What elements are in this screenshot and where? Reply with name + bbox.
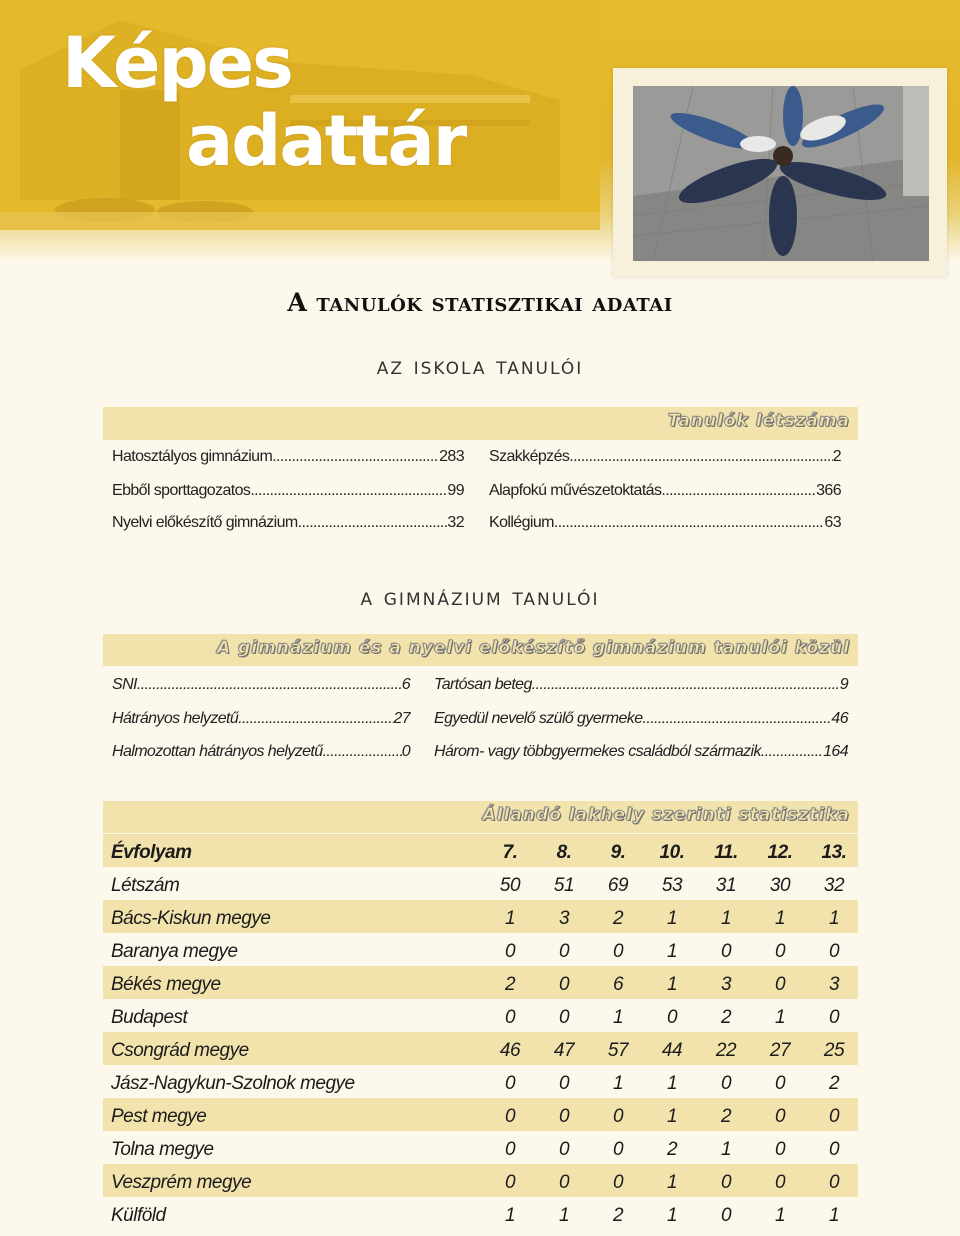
title-line-2: adattár xyxy=(186,100,466,182)
table-cell: 3 xyxy=(828,974,840,995)
item-label: SNI xyxy=(112,676,137,693)
table-cell: 0 xyxy=(828,1139,840,1160)
list-item xyxy=(112,514,464,532)
item-value: 9 xyxy=(839,676,848,693)
table-row xyxy=(103,1032,858,1065)
table-cell: 0 xyxy=(828,1007,840,1028)
table-cell: 2 xyxy=(666,1139,678,1160)
item-label: Szakképzés xyxy=(489,448,570,465)
table-row xyxy=(103,1065,858,1098)
table-cell: 0 xyxy=(558,1139,570,1160)
table-cell: 22 xyxy=(715,1040,737,1061)
table-cell: 1 xyxy=(828,908,840,929)
table-cell: 0 xyxy=(612,1139,624,1160)
item-value: 283 xyxy=(439,448,464,465)
dot-leader xyxy=(238,710,393,728)
table-cell: 2 xyxy=(720,1106,732,1127)
dot-leader xyxy=(532,676,840,694)
table-cell: 0 xyxy=(504,1139,516,1160)
section-heading-school: az iskola tanulói xyxy=(376,352,584,380)
row-label: Évfolyam xyxy=(111,842,192,863)
table-cell: 9. xyxy=(610,842,626,863)
page-title: A tanulók statisztikai adatai xyxy=(287,288,673,317)
table-cell: 0 xyxy=(612,1172,624,1193)
table-cell: 31 xyxy=(715,875,737,896)
table-row xyxy=(103,999,858,1032)
table-cell: 6 xyxy=(612,974,624,995)
table-cell: 0 xyxy=(558,1007,570,1028)
list-item xyxy=(112,482,464,500)
list-item xyxy=(112,743,410,761)
item-label: Három- vagy többgyermekes családból származik xyxy=(434,743,761,760)
item-value: 6 xyxy=(401,676,410,693)
table-cell: 2 xyxy=(504,974,516,995)
table-cell: 12. xyxy=(767,842,793,863)
table-row xyxy=(103,1131,858,1164)
row-label: Bács-Kiskun megye xyxy=(111,908,271,929)
students-star-photo xyxy=(633,86,929,261)
table-cell: 0 xyxy=(612,941,624,962)
table-cell: 11. xyxy=(714,842,738,863)
table-cell: 44 xyxy=(661,1040,683,1061)
item-value: 32 xyxy=(447,514,464,531)
table-cell: 25 xyxy=(823,1040,845,1061)
table-cell: 1 xyxy=(558,1205,570,1226)
item-label: Alapfokú művészetoktatás xyxy=(489,482,662,499)
table-cell: 0 xyxy=(558,1073,570,1094)
table-cell: 32 xyxy=(823,875,845,896)
table-cell: 0 xyxy=(504,1007,516,1028)
table-cell: 50 xyxy=(499,875,521,896)
list-item xyxy=(489,448,841,466)
title-line-1: Képes xyxy=(62,22,292,104)
row-label: Budapest xyxy=(111,1007,188,1028)
table-cell: 1 xyxy=(612,1007,624,1028)
list-item xyxy=(434,676,848,694)
table-cell: 3 xyxy=(558,908,570,929)
table-cell: 2 xyxy=(720,1007,732,1028)
table-cell: 0 xyxy=(720,1073,732,1094)
table-cell: 47 xyxy=(553,1040,575,1061)
table-row xyxy=(103,1098,858,1131)
table-cell: 57 xyxy=(607,1040,629,1061)
table-cell: 0 xyxy=(558,974,570,995)
table-cell: 1 xyxy=(504,1205,516,1226)
dot-leader xyxy=(323,743,402,761)
dot-leader xyxy=(569,448,832,466)
row-label: Tolna megye xyxy=(111,1139,214,1160)
table-cell: 0 xyxy=(612,1106,624,1127)
table-cell: 0 xyxy=(666,1007,678,1028)
table-cell: 53 xyxy=(661,875,683,896)
band-title: Tanulók létszáma xyxy=(667,411,850,431)
table-cell: 0 xyxy=(774,1139,786,1160)
item-value: 63 xyxy=(824,514,841,531)
table-cell: 10. xyxy=(659,842,685,863)
dot-leader xyxy=(250,482,447,500)
list-item xyxy=(434,710,848,728)
table-cell: 0 xyxy=(774,1106,786,1127)
table-cell: 1 xyxy=(774,1007,786,1028)
item-label: Halmozottan hátrányos helyzetű xyxy=(112,743,323,760)
table-cell: 2 xyxy=(612,908,624,929)
band-title: Állandó lakhely szerinti statisztika xyxy=(482,805,850,825)
table-header-row xyxy=(103,834,858,867)
band-residence-stats xyxy=(103,801,858,833)
table-cell: 1 xyxy=(720,908,732,929)
band-gymnasium-students xyxy=(103,634,858,666)
table-cell: 3 xyxy=(720,974,732,995)
row-label: Külföld xyxy=(111,1205,166,1226)
dot-leader xyxy=(661,482,816,500)
table-cell: 1 xyxy=(504,908,516,929)
item-label: Egyedül nevelő szülő gyermeke xyxy=(434,710,643,727)
table-cell: 1 xyxy=(666,1205,678,1226)
table-body xyxy=(103,867,858,1230)
table-cell: 1 xyxy=(774,908,786,929)
table-cell: 8. xyxy=(556,842,572,863)
table-cell: 0 xyxy=(720,941,732,962)
table-cell: 27 xyxy=(769,1040,791,1061)
table-cell: 1 xyxy=(666,908,678,929)
table-cell: 1 xyxy=(774,1205,786,1226)
residence-table xyxy=(103,834,858,1230)
item-value: 27 xyxy=(393,710,410,727)
table-cell: 1 xyxy=(666,1073,678,1094)
item-label: Kollégium xyxy=(489,514,554,531)
table-cell: 1 xyxy=(666,974,678,995)
table-cell: 1 xyxy=(612,1073,624,1094)
band-title: A gimnázium és a nyelvi előkészítő gimnázium tanulói közül xyxy=(217,638,850,658)
table-cell: 0 xyxy=(558,1172,570,1193)
row-label: Létszám xyxy=(111,875,180,896)
list-item xyxy=(112,448,464,466)
table-cell: 1 xyxy=(720,1139,732,1160)
dot-leader xyxy=(761,743,823,761)
item-label: Tartósan beteg xyxy=(434,676,532,693)
table-cell: 51 xyxy=(553,875,575,896)
list-item xyxy=(434,743,848,761)
table-cell: 1 xyxy=(666,1172,678,1193)
table-cell: 1 xyxy=(828,1205,840,1226)
table-cell: 0 xyxy=(774,1172,786,1193)
band-student-count xyxy=(103,407,858,440)
table-cell: 0 xyxy=(558,1106,570,1127)
item-label: Hátrányos helyzetű xyxy=(112,710,239,727)
section-heading-gymnasium: a gimnázium tanulói xyxy=(360,583,600,611)
table-cell: 0 xyxy=(720,1205,732,1226)
table-cell: 0 xyxy=(558,941,570,962)
table-cell: 46 xyxy=(499,1040,521,1061)
row-label: Békés megye xyxy=(111,974,221,995)
row-label: Baranya megye xyxy=(111,941,238,962)
table-cell: 0 xyxy=(774,941,786,962)
item-label: Nyelvi előkészítő gimnázium xyxy=(112,514,298,531)
table-cell: 0 xyxy=(720,1172,732,1193)
table-cell: 0 xyxy=(828,1172,840,1193)
table-cell: 7. xyxy=(502,842,518,863)
table-cell: 2 xyxy=(828,1073,840,1094)
table-cell: 0 xyxy=(504,1073,516,1094)
dot-leader xyxy=(643,710,832,728)
row-label: Veszprém megye xyxy=(111,1172,252,1193)
item-label: Hatosztályos gimnázium xyxy=(112,448,273,465)
dot-leader xyxy=(554,514,825,532)
list-item xyxy=(112,710,410,728)
item-value: 0 xyxy=(401,743,410,760)
row-label: Csongrád megye xyxy=(111,1040,249,1061)
table-cell: 1 xyxy=(666,1106,678,1127)
row-label: Jász-Nagykun-Szolnok megye xyxy=(111,1073,355,1094)
table-cell: 30 xyxy=(769,875,791,896)
table-row xyxy=(103,900,858,933)
table-cell: 0 xyxy=(504,941,516,962)
item-value: 2 xyxy=(832,448,841,465)
table-cell: 0 xyxy=(828,941,840,962)
table-cell: 0 xyxy=(504,1106,516,1127)
table-cell: 0 xyxy=(828,1106,840,1127)
table-cell: 69 xyxy=(607,875,629,896)
item-label: Ebből sporttagozatos xyxy=(112,482,251,499)
dot-leader xyxy=(137,676,402,694)
item-value: 99 xyxy=(447,482,464,499)
dot-leader xyxy=(272,448,439,466)
list-item xyxy=(112,676,410,694)
table-row xyxy=(103,966,858,999)
table-cell: 2 xyxy=(612,1205,624,1226)
item-value: 46 xyxy=(831,710,848,727)
table-cell: 13. xyxy=(821,842,847,863)
table-cell: 0 xyxy=(504,1172,516,1193)
table-row xyxy=(103,933,858,966)
table-cell: 0 xyxy=(774,1073,786,1094)
table-row xyxy=(103,1164,858,1197)
table-row xyxy=(103,867,858,900)
item-value: 164 xyxy=(823,743,848,760)
item-value: 366 xyxy=(816,482,841,499)
table-cell: 0 xyxy=(774,974,786,995)
row-label: Pest megye xyxy=(111,1106,207,1127)
table-row xyxy=(103,1197,858,1230)
dot-leader xyxy=(298,514,448,532)
table-cell: 1 xyxy=(666,941,678,962)
list-item xyxy=(489,514,841,532)
list-item xyxy=(489,482,841,500)
